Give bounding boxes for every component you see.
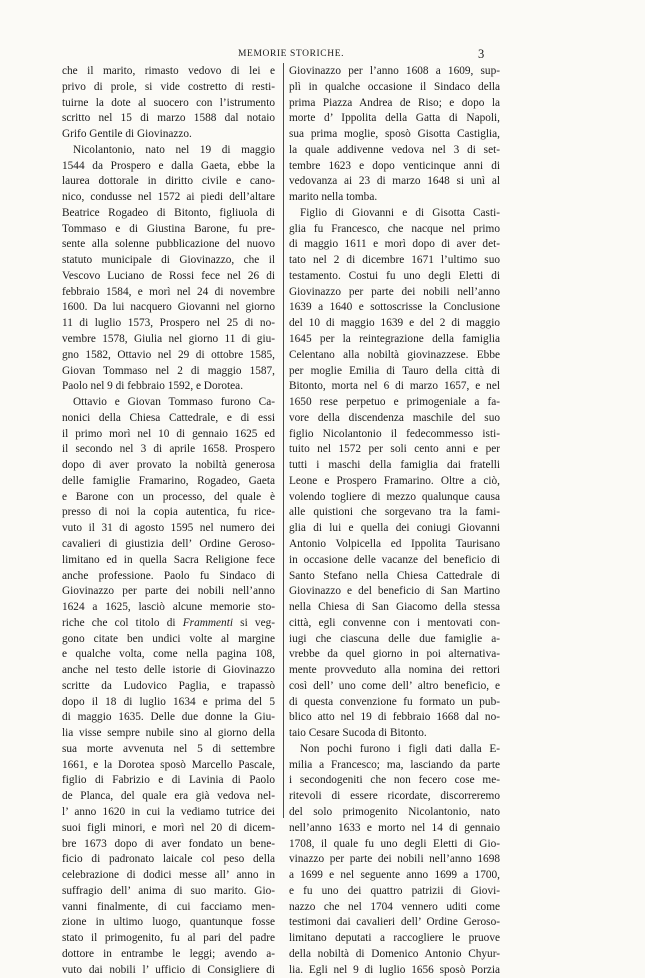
- text-line: 1708, il quale fu uno degli Eletti di Gio-: [289, 837, 500, 850]
- text-line: Giovinazzo e del beneficio di San Martino: [289, 585, 500, 598]
- text-line: glia fu Francesco, che nacque nel primo: [289, 222, 500, 235]
- text-line: che il marito, rimasto vedovo di lei e: [62, 65, 275, 77]
- text-line: a 1699 e nel seguente anno 1699 a 1700,: [289, 869, 500, 882]
- page-number: 3: [478, 47, 485, 61]
- text-line: nella Chiesa di San Giacomo della stessa: [289, 601, 500, 614]
- text-line: la quale addivenne vedova nel 3 di set-: [289, 143, 500, 156]
- text-line: Figlio di Giovanni e di Gisotta Casti-: [300, 206, 500, 219]
- text-line: dopo il 18 di luglio 1634 e prima del 5: [62, 695, 275, 708]
- text-line: Grifo Gentile di Giovinazzo.: [62, 128, 192, 141]
- text-line: vinazzo per parte dei nobili nell’anno 1698: [289, 853, 500, 866]
- text-line: 11 di luglio 1573, Prospero nel 25 di no-: [62, 317, 275, 330]
- text-line: del solo primogenito Nicolantonio, nato: [289, 805, 500, 818]
- text-line: in occasione delle vacanze del beneficio di: [289, 553, 500, 566]
- text-line: Giovinazzo per l’anno 1608 a 1609, sup-: [289, 65, 500, 77]
- text-line: anche nel testo delle istorie di Giovinazzo: [62, 664, 275, 677]
- text-line: suffragio dell’ anima di suo marito. Gio-: [62, 884, 275, 897]
- text-line: sente alla solenne pubblicazione del nuovo: [62, 238, 275, 251]
- text-line: de Planca, del quale era già vedova nel-: [62, 790, 275, 803]
- text-line: limitano ed in quella Sacra Religione fece: [62, 553, 275, 566]
- text-line: così dell’ uno come dell’ altro beneficio, e: [289, 679, 500, 692]
- text-line: milia a Francesco; ma, lasciando da parte: [289, 758, 500, 771]
- text-line: nico, condusse nel 1572 ai piedi dell’altare: [62, 191, 275, 204]
- text-line: iugi che ciascuna delle due famiglie a-: [289, 632, 500, 645]
- text-line: Giovan Tommaso nel 2 di maggio 1587,: [62, 364, 275, 377]
- text-line: il secondo nel 3 di aprile 1658. Prospero: [62, 443, 275, 456]
- text-line: testimoni dai cavalieri dell’ Ordine Geroso-: [289, 916, 500, 929]
- text-line: Celentano alla nobiltà giovinazzese. Ebbe: [289, 348, 500, 361]
- text-line: 1645 per la reintegrazione della famiglia: [289, 333, 500, 346]
- text-line: marito nella tomba.: [289, 191, 378, 204]
- text-line: Vescovo Luciano de Rossi fece nel 26 di: [62, 269, 275, 282]
- text-line: figlio Nicolantonio il fedecommesso isti-: [289, 427, 500, 440]
- text-line: riche che col titolo di Frammenti si veg-: [62, 616, 275, 629]
- text-line: nell’anno 1633 e morto nel 14 di gennaio: [289, 821, 500, 834]
- text-line: testamento. Costui fu uno degli Eletti di: [289, 269, 500, 282]
- text-line: e fu uno dei quattro patrizii di Giovi-: [289, 884, 500, 897]
- text-line: zione in ultimo luogo, quantunque fosse: [62, 916, 275, 929]
- text-line: celebrazione di dodici messe all’ anno in: [62, 869, 275, 882]
- text-line: delle famiglie Framarino, Rogadeo, Gaeta: [62, 474, 275, 487]
- text-line: Non pochi furono i figli dati dalla E-: [300, 742, 500, 755]
- text-line: taio Cesare Sucoda di Bitonto.: [289, 727, 427, 740]
- text-line: febbraio 1584, e morì nel 24 di novembre: [62, 285, 275, 298]
- text-line: vembre 1578, Giulia nel giorno 11 di giu-: [62, 333, 275, 346]
- text-line: blico atto nel 19 di febbraio 1668 dal no-: [289, 711, 500, 724]
- text-line: volendo togliere di mezzo qualunque causa: [289, 490, 500, 503]
- page-header: [0, 47, 645, 65]
- text-line: dottore in entrambe le leggi; avendo a-: [62, 947, 275, 960]
- text-line: e Barone con un processo, del quale è: [62, 490, 275, 503]
- text-line: Beatrice Rogadeo di Bitonto, figliuola di: [62, 206, 275, 219]
- text-line: Tommaso e di Giustina Barone, fu pre-: [62, 222, 275, 235]
- text-line: glia di lui e quella dei coniugi Giovanni: [289, 522, 500, 535]
- text-line: Leone e Prospero Framarino. Oltre a ciò,: [289, 474, 500, 487]
- text-line: Giovinazzo per parte dei nobili nell’anno: [62, 585, 275, 598]
- column-divider: [283, 63, 284, 818]
- text-line: tuito nel 1572 per soli cento anni e per: [289, 443, 500, 456]
- text-line: città, egli convenne con i mentovati con-: [289, 616, 500, 629]
- text-line: suoi figli minori, e morì nel 20 di dicem-: [62, 821, 275, 834]
- text-line: lia. Egli nel 9 di luglio 1656 sposò Porzia: [289, 963, 500, 976]
- text-line: vrebbe da quel giorno in poi alternativa-: [289, 648, 500, 661]
- text-line: plì in qualche occasione il Sindaco della: [289, 80, 500, 93]
- text-line: ritevoli di essere ricordate, discorreremo: [289, 790, 500, 803]
- text-line: 1661, e la Dorotea sposò Marcello Pascale,: [62, 758, 275, 771]
- text-line: 1650 rese perpetuo e primogeniale a fa-: [289, 396, 500, 409]
- text-line: Ottavio e Giovan Tommaso furono Ca-: [73, 396, 275, 409]
- text-line: tato nel 2 di dicembre 1671 l’ultimo suo: [289, 254, 500, 267]
- text-line: del 10 di maggio 1639 e del 2 di maggio: [289, 317, 500, 330]
- text-line: gono citate ben undici volte al margine: [62, 632, 275, 645]
- text-line: limitano deputati a raccogliere le pruove: [289, 932, 500, 945]
- text-line: laurea dottorale in diritto civile e cano-: [62, 175, 275, 188]
- text-line: stato il primogenito, fu al pari del padre: [62, 932, 275, 945]
- text-line: figlio di Fabrizio e di Lavinia di Paolo: [62, 774, 275, 787]
- running-title: MEMORIE STORICHE.: [238, 49, 345, 59]
- text-line: i secondogeniti che non fecero cose me-: [289, 774, 500, 787]
- text-line: anche professione. Paolo fu Sindaco di: [62, 569, 275, 582]
- text-line: vuto dai nobili l’ ufficio di Consigliere di: [62, 963, 275, 976]
- text-line: ficio di padronato laicale col peso della: [62, 853, 275, 866]
- text-line: morte d’ Ippolita della Gatta di Napoli,: [289, 112, 500, 125]
- text-line: sua prima moglie, sposò Gisotta Castiglia,: [289, 128, 500, 141]
- text-line: vanni finalmente, di cui facciamo men-: [62, 900, 275, 913]
- text-line: scritte da Ludovico Paglia, e trapassò: [62, 679, 275, 692]
- text-line: cavalieri di giustizia dell’ Ordine Geroso-: [62, 537, 275, 550]
- text-line: di maggio 1635. Delle due donne la Giu-: [62, 711, 275, 724]
- text-line: vore della discendenza maschile del suo: [289, 411, 500, 424]
- text-line: Paolo nel 9 di febbraio 1592, e Dorotea.: [62, 380, 244, 393]
- text-line: Santo Stefano nella Chiesa Cattedrale di: [289, 569, 500, 582]
- text-line: alle quistioni che sorgevano tra la fami-: [289, 506, 500, 519]
- text-line: nonici della Chiesa Cattedrale, e di essi: [62, 411, 275, 424]
- text-line: l’ anno 1620 in cui la vediamo tutrice dei: [62, 805, 275, 818]
- text-line: Nicolantonio, nato nel 19 di maggio: [73, 143, 275, 156]
- text-line: e qualche volta, come nella pagina 108,: [62, 648, 275, 661]
- text-line: 1544 da Prospero e dalla Gaeta, ebbe la: [62, 159, 275, 172]
- text-line: 1600. Da lui nacquero Giovanni nel giorno: [62, 301, 275, 314]
- text-line: dopo di aver provato la nobiltà generosa: [62, 459, 275, 472]
- text-line: Antonio Volpicella ed Ippolita Taurisano: [289, 537, 500, 550]
- text-line: tutti i maschi della famiglia dai fratelli: [289, 459, 500, 472]
- text-line: tuirne la dote al suocero con l’istrumento: [62, 96, 275, 109]
- text-line: di maggio 1611 e morì dopo di aver det-: [289, 238, 500, 251]
- text-line: tembre 1623 e dopo venticinque anni di: [289, 159, 500, 172]
- left-column: [62, 64, 275, 978]
- text-line: prima Piazza Andrea de Riso; e dopo la: [289, 96, 500, 109]
- text-line: privo di prole, si vide costretto di resti-: [62, 80, 275, 93]
- text-line: Giovinazzo per parte dei nobili nell’anno: [289, 285, 500, 298]
- text-line: gno 1582, Ottavio nel 29 di ottobre 1585,: [62, 348, 275, 361]
- text-line: lia visse sempre nubile sino al giorno della: [62, 727, 275, 740]
- text-line: vedovanza ai 23 di marzo 1648 si unì al: [289, 175, 500, 188]
- text-line: nazzo che nel 1704 vennero uditi come: [289, 900, 500, 913]
- text-line: 1624 a 1625, lasciò alcune memorie sto-: [62, 601, 275, 614]
- text-line: Bitonto, morta nel 6 di marzo 1657, e nel: [289, 380, 500, 393]
- text-line: vuto il 31 di agosto 1595 nel numero dei: [62, 522, 275, 535]
- text-line: mente provveduto alla nomina dei rettori: [289, 664, 500, 677]
- text-line: di questa convenzione fu formato un pub-: [289, 695, 500, 708]
- text-line: il primo morì nel 10 di gennaio 1625 ed: [62, 427, 275, 440]
- text-line: 1639 a 1640 e sottoscrisse la Conclusione: [289, 301, 500, 314]
- text-line: scritto nel 15 di marzo 1588 dal notaio: [62, 112, 275, 125]
- text-line: presso di noi la copia autentica, fu rice-: [62, 506, 275, 519]
- text-line: bre 1673 dopo di aver fondato un bene-: [62, 837, 275, 850]
- text-line: sua morte avvenuta nel 5 di settembre: [62, 742, 275, 755]
- text-line: della nobiltà di Domenico Antonio Chyur-: [289, 947, 500, 960]
- text-line: statuto municipale di Giovinazzo, che il: [62, 254, 275, 267]
- right-column: [289, 64, 500, 978]
- text-line: per moglie Emilia di Tauro della città di: [289, 364, 500, 377]
